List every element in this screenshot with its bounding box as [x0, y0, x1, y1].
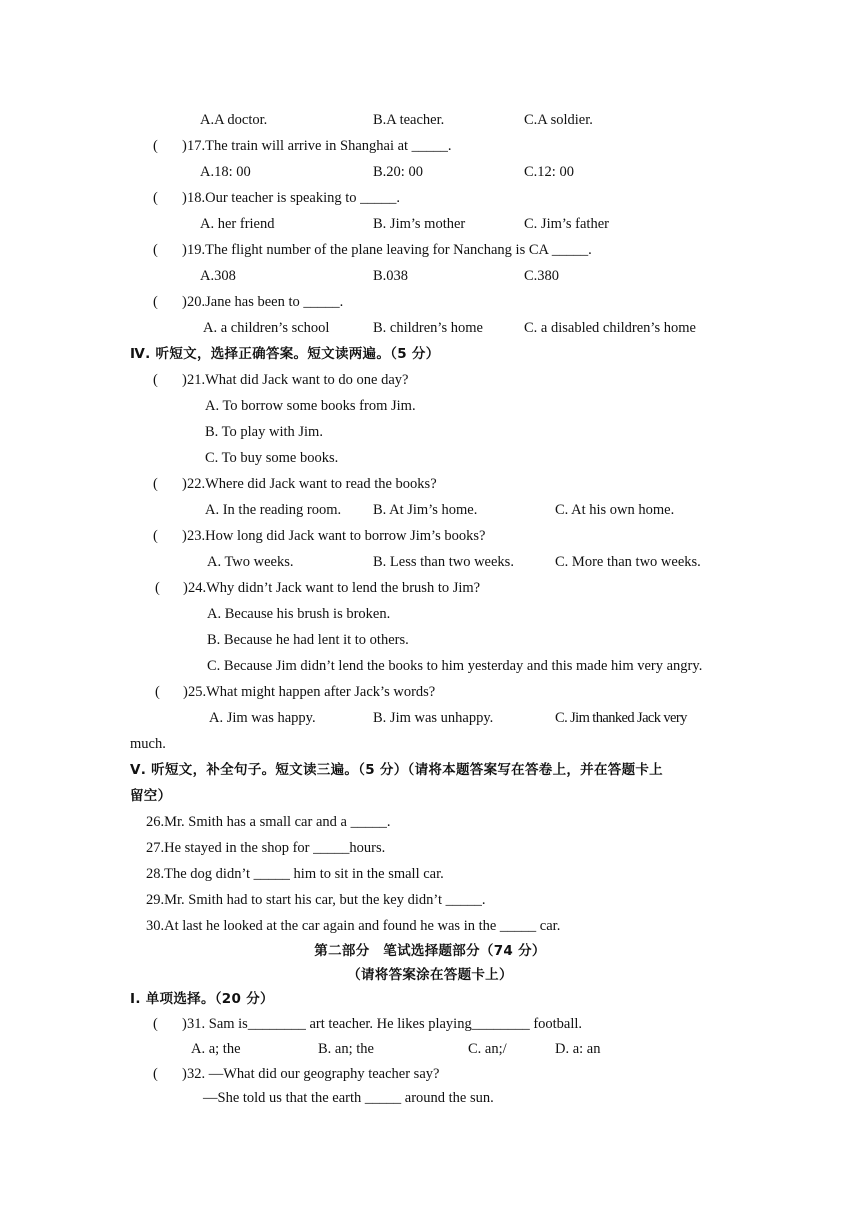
q32-stem: 32. —What did our geography teacher say?	[187, 1066, 440, 1082]
q22-option-b: B. At Jim’s home.	[373, 502, 478, 518]
q28-sentence: 28.The dog didn’t _____ him to sit in the small car.	[146, 866, 444, 882]
q19-answer-paren-open: (	[153, 242, 158, 258]
q18-stem: 18.Our teacher is speaking to _____.	[187, 190, 401, 206]
q23-stem: 23.How long did Jack want to borrow Jim’s books?	[187, 528, 486, 544]
q18-answer-paren-open: (	[153, 190, 158, 206]
q32-answer-line: —She told us that the earth _____ around the sun.	[203, 1090, 494, 1106]
q20-stem: 20.Jane has been to _____.	[187, 294, 344, 310]
q19-stem: 19.The flight number of the plane leaving for Nanchang is CA _____.	[187, 242, 592, 258]
q25-option-c-wrap: much.	[130, 736, 166, 752]
q31-answer-paren-open: (	[153, 1016, 158, 1032]
q17-stem: 17.The train will arrive in Shanghai at _____.	[187, 138, 452, 154]
q24-option-a: A. Because his brush is broken.	[207, 606, 391, 622]
section-1-heading: Ⅰ. 单项选择。（20 分）	[130, 991, 274, 1007]
q22-stem: 22.Where did Jack want to read the books?	[187, 476, 437, 492]
q27-sentence: 27.He stayed in the shop for _____hours.	[146, 840, 386, 856]
q23-answer-paren-close: )	[182, 528, 187, 544]
section-5-heading: Ⅴ. 听短文，补全句子。短文读三遍。（5 分）（请将本题答案写在答卷上，并在答题卡上	[130, 762, 663, 778]
q22-option-c: C. At his own home.	[555, 502, 675, 518]
q31-option-d: D. a: an	[555, 1041, 601, 1057]
q24-option-b: B. Because he had lent it to others.	[207, 632, 409, 648]
q18-answer-paren-close: )	[182, 190, 187, 206]
q26-sentence: 26.Mr. Smith has a small car and a _____.	[146, 814, 391, 830]
q20-option-c: C. a disabled children’s home	[524, 320, 696, 336]
q29-sentence: 29.Mr. Smith had to start his car, but the key didn’t _____.	[146, 892, 486, 908]
q19-option-b: B.038	[373, 268, 409, 284]
q32-answer-paren-open: (	[153, 1066, 158, 1082]
q31-option-c: C. an;/	[468, 1041, 507, 1057]
q17-option-b: B.20: 00	[373, 164, 423, 180]
q24-answer-paren-close: )	[183, 580, 188, 596]
q25-option-c: C. Jim thanked Jack very	[555, 710, 687, 726]
q17-option-c: C.12: 00	[524, 164, 574, 180]
q23-answer-paren-open: (	[153, 528, 158, 544]
q16-option-a: A.A doctor.	[200, 112, 268, 128]
q25-option-b: B. Jim was unhappy.	[373, 710, 494, 726]
q18-option-c: C. Jim’s father	[524, 216, 609, 232]
q21-option-a: A. To borrow some books from Jim.	[205, 398, 416, 414]
q21-answer-paren-close: )	[182, 372, 187, 388]
q16-option-b: B.A teacher.	[373, 112, 445, 128]
q30-sentence: 30.At last he looked at the car again and found he was in the _____ car.	[146, 918, 561, 934]
q18-option-b: B. Jim’s mother	[373, 216, 466, 232]
q17-answer-paren-close: )	[182, 138, 187, 154]
q31-option-b: B. an; the	[318, 1041, 374, 1057]
q25-answer-paren-close: )	[183, 684, 188, 700]
section-5-heading-wrap: 留空）	[130, 788, 172, 804]
q23-option-a: A. Two weeks.	[207, 554, 294, 570]
q21-option-b: B. To play with Jim.	[205, 424, 323, 440]
q21-answer-paren-open: (	[153, 372, 158, 388]
q22-answer-paren-open: (	[153, 476, 158, 492]
q22-option-a: A. In the reading room.	[205, 502, 342, 518]
q19-option-a: A.308	[200, 268, 236, 284]
q24-answer-paren-open: (	[155, 580, 160, 596]
q17-answer-paren-open: (	[153, 138, 158, 154]
q25-answer-paren-open: (	[155, 684, 160, 700]
q24-option-c: C. Because Jim didn’t lend the books to him yesterday and this made him very angry.	[207, 658, 703, 674]
q17-option-a: A.18: 00	[200, 164, 251, 180]
q21-option-c: C. To buy some books.	[205, 450, 339, 466]
q20-answer-paren-close: )	[182, 294, 187, 310]
q21-stem: 21.What did Jack want to do one day?	[187, 372, 409, 388]
q31-answer-paren-close: )	[182, 1016, 187, 1032]
q16-option-c: C.A soldier.	[524, 112, 593, 128]
q23-option-c: C. More than two weeks.	[555, 554, 701, 570]
q20-option-a: A. a children’s school	[203, 320, 330, 336]
q20-option-b: B. children’s home	[373, 320, 483, 336]
section-4-heading: Ⅳ. 听短文，选择正确答案。短文读两遍。（5 分）	[130, 346, 440, 362]
q24-stem: 24.Why didn’t Jack want to lend the brush to Jim?	[188, 580, 481, 596]
q18-option-a: A. her friend	[200, 216, 275, 232]
q20-answer-paren-open: (	[153, 294, 158, 310]
q19-option-c: C.380	[524, 268, 560, 284]
q19-answer-paren-close: )	[182, 242, 187, 258]
q31-option-a: A. a; the	[191, 1041, 241, 1057]
q31-stem: 31. Sam is________ art teacher. He likes playing________ football.	[187, 1016, 583, 1032]
part-2-title: 第二部分 笔试选择题部分（74 分）	[314, 943, 546, 959]
q22-answer-paren-close: )	[182, 476, 187, 492]
q32-answer-paren-close: )	[182, 1066, 187, 1082]
q23-option-b: B. Less than two weeks.	[373, 554, 514, 570]
q25-stem: 25.What might happen after Jack’s words?	[188, 684, 436, 700]
q25-option-a: A. Jim was happy.	[209, 710, 316, 726]
part-2-subtitle: （请将答案涂在答题卡上）	[347, 967, 513, 983]
